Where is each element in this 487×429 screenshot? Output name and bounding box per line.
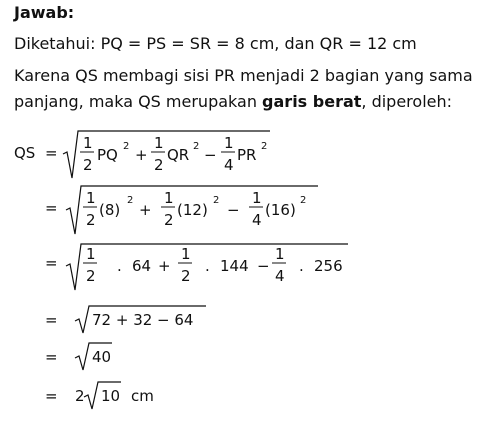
derivation-step-3	[45, 244, 348, 290]
value-64: 64	[132, 257, 152, 275]
fraction-denominator: 2	[86, 211, 96, 229]
fraction-numerator: 1	[224, 134, 234, 152]
reason-text-end: , diperoleh:	[361, 92, 453, 111]
radicand-40: 40	[92, 348, 112, 366]
derivation-step-1	[14, 131, 270, 178]
qr-term: QR	[167, 146, 190, 164]
fraction-numerator: 1	[83, 134, 93, 152]
equals-sign: =	[45, 254, 58, 272]
plus-sign: +	[139, 201, 152, 219]
fraction-denominator: 4	[224, 156, 234, 174]
minus-sign: −	[204, 146, 217, 164]
equals-sign: =	[45, 387, 58, 405]
exponent: 2	[193, 141, 200, 152]
dot-operator: .	[299, 257, 304, 275]
fraction-denominator: 4	[252, 211, 262, 229]
plus-sign: +	[158, 257, 171, 275]
reason-line-1: Karena QS membagi sisi PR menjadi 2 bagian yang sama	[14, 66, 473, 85]
exponent: 2	[127, 195, 134, 206]
radicand-10: 10	[101, 387, 121, 405]
fraction-numerator: 1	[164, 189, 174, 207]
derivation-step-5	[45, 343, 112, 370]
value-16: (16)	[265, 201, 296, 219]
fraction-numerator: 1	[154, 134, 164, 152]
derivation-step-4	[45, 306, 206, 333]
derivation-result	[45, 382, 154, 409]
fraction-denominator: 2	[181, 267, 191, 285]
value-8: (8)	[99, 201, 121, 219]
fraction-numerator: 1	[86, 245, 96, 263]
given-statement: Diketahui: PQ = PS = SR = 8 cm, dan QR = 12 cm	[14, 34, 417, 53]
equals-sign: =	[45, 311, 58, 329]
equals-sign: =	[45, 144, 58, 162]
pr-term: PR	[237, 146, 257, 164]
radicand-sum: 72 + 32 − 64	[92, 311, 194, 329]
minus-sign: −	[257, 257, 270, 275]
garis-berat-term: garis berat	[262, 92, 362, 111]
value-256: 256	[314, 257, 343, 275]
plus-sign: +	[135, 146, 148, 164]
exponent: 2	[123, 141, 130, 152]
fraction-denominator: 2	[86, 267, 96, 285]
exponent: 2	[213, 195, 220, 206]
fraction-numerator: 1	[86, 189, 96, 207]
dot-operator: .	[205, 257, 210, 275]
fraction-denominator: 2	[154, 156, 164, 174]
equals-sign: =	[45, 348, 58, 366]
qs-label: QS	[14, 144, 36, 162]
fraction-numerator: 1	[252, 189, 262, 207]
exponent: 2	[300, 195, 307, 206]
fraction-denominator: 4	[275, 267, 285, 285]
coefficient: 2	[75, 387, 85, 405]
value-144: 144	[220, 257, 249, 275]
derivation-step-2	[45, 186, 318, 234]
minus-sign: −	[227, 201, 240, 219]
exponent: 2	[261, 141, 268, 152]
equals-sign: =	[45, 199, 58, 217]
unit-label: cm	[131, 387, 154, 405]
pq-term: PQ	[97, 146, 118, 164]
fraction-numerator: 1	[181, 245, 191, 263]
fraction-numerator: 1	[275, 245, 285, 263]
value-12: (12)	[177, 201, 208, 219]
dot-operator: .	[117, 257, 122, 275]
fraction-denominator: 2	[164, 211, 174, 229]
reason-text-start: panjang, maka QS merupakan	[14, 92, 263, 111]
fraction-denominator: 2	[83, 156, 93, 174]
answer-heading: Jawab:	[14, 3, 75, 22]
